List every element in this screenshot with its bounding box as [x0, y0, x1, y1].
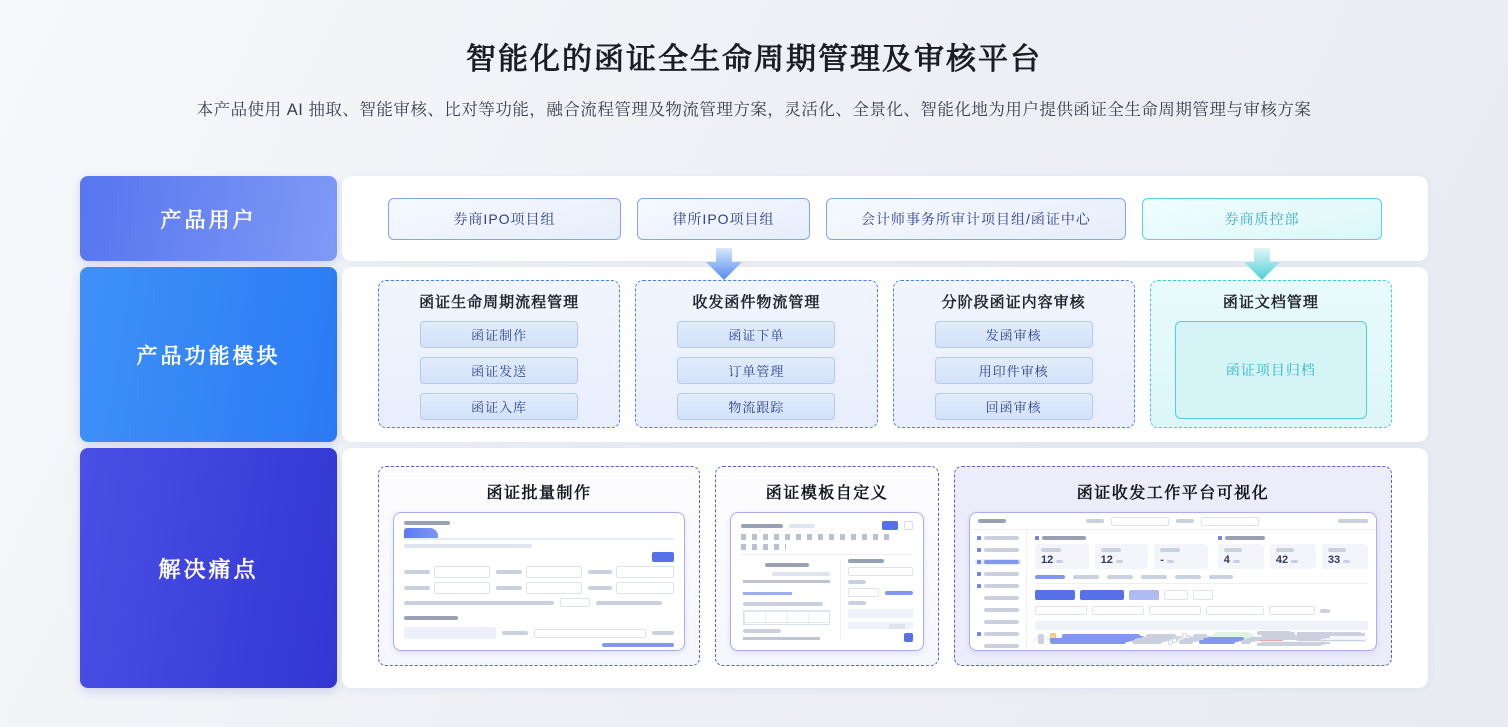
down-arrow-teal-icon [1244, 248, 1280, 280]
mini-nav-item-active [975, 559, 1021, 565]
mini-nav-subitem [975, 619, 1021, 625]
module-item-button[interactable]: 回函审核 [935, 393, 1093, 420]
module-title: 收发函件物流管理 [692, 294, 821, 311]
pain-card-batch-creation [378, 466, 700, 666]
screenshot-template-editor [730, 512, 924, 651]
mini-stat-card [1154, 544, 1208, 569]
mini-settings-panel [840, 559, 913, 642]
mini-more-button [904, 521, 913, 530]
mini-document-page [741, 559, 832, 642]
module-item-button[interactable]: 函证发送 [420, 357, 578, 384]
user-chip-broker-ipo[interactable]: 券商IPO项目组 [388, 198, 621, 240]
module-title: 函证文档管理 [1222, 294, 1319, 311]
mini-stat-card [1270, 544, 1316, 569]
page-title: 智能化的函证全生命周期管理及审核平台 [466, 43, 1042, 76]
stat-value: 33 [1327, 554, 1341, 566]
row-label-product-users: 产品用户 [80, 176, 337, 261]
mini-dashboard-body [970, 530, 1376, 650]
pain-card-template-custom [715, 466, 939, 666]
module-title: 函证生命周期流程管理 [419, 294, 580, 311]
module-panel-lifecycle [378, 280, 620, 428]
mini-field-row [404, 627, 674, 639]
mini-nav-item [975, 571, 1021, 577]
mini-field-table [848, 622, 913, 629]
modules-panel [342, 267, 1428, 442]
mini-add-button [904, 633, 913, 642]
mini-stats-row [1035, 536, 1368, 569]
mini-filters-row [1035, 606, 1368, 615]
mini-save-button [882, 521, 898, 530]
mini-field [496, 582, 582, 594]
stat-value: 12 [1100, 554, 1113, 566]
mini-breadcrumb [404, 544, 532, 548]
mini-panel-title [848, 559, 884, 563]
pain-card-title: 函证收发工作平台可视化 [1076, 485, 1270, 502]
mini-field-row [404, 582, 674, 594]
module-item-button[interactable]: 订单管理 [677, 357, 835, 384]
mini-actions-row [1035, 590, 1368, 600]
mini-field [496, 566, 582, 578]
mini-nav-item [975, 535, 1021, 541]
mini-field [404, 566, 490, 578]
module-panel-review [893, 280, 1135, 428]
mini-disabled-button [1129, 590, 1159, 600]
down-arrow-blue-icon [706, 248, 742, 280]
mini-field-row [404, 566, 674, 578]
mini-editor-topbar [741, 521, 913, 530]
mini-data-table [1035, 636, 1368, 642]
mini-table-header [848, 609, 913, 618]
pain-card-title: 函证批量制作 [486, 485, 592, 502]
module-title: 分阶段函证内容审核 [941, 294, 1086, 311]
mini-tab-bar [404, 529, 674, 540]
mini-window-title [404, 521, 450, 525]
mini-sidebar [970, 530, 1027, 650]
screenshot-dashboard [969, 512, 1377, 651]
user-chip-accounting-firm[interactable]: 会计师事务所审计项目组/函证中心 [826, 198, 1126, 240]
archive-box-button[interactable]: 函证项目归档 [1175, 321, 1367, 419]
module-panel-logistics [635, 280, 877, 428]
pain-card-workbench [954, 466, 1392, 666]
mini-link-row [404, 643, 674, 647]
mini-paragraph [743, 580, 830, 588]
mini-nav-item [975, 547, 1021, 553]
mini-nav-subitem [975, 607, 1021, 613]
mini-format-toolbar [741, 534, 892, 540]
mini-stat-group-receive [1218, 536, 1368, 569]
mini-nav-subitem [975, 643, 1021, 649]
mini-nav-subitem [975, 595, 1021, 601]
mini-editor-body [741, 559, 913, 642]
mini-stat-card [1322, 544, 1368, 569]
mini-info-line [404, 598, 674, 607]
stat-value: 4 [1223, 554, 1230, 566]
mini-stat-card [1035, 544, 1089, 569]
mini-primary-button [1080, 590, 1124, 600]
mini-keyvalue-lines [743, 592, 792, 598]
mini-primary-button [1035, 590, 1075, 600]
mini-toolbar-row [404, 552, 674, 562]
mini-stat-card [1218, 544, 1264, 569]
mini-nav-item [975, 631, 1021, 637]
stat-value: 42 [1275, 554, 1289, 566]
stat-value: 12 [1041, 554, 1054, 566]
user-chip-lawfirm-ipo[interactable]: 律所IPO项目组 [637, 198, 810, 240]
module-item-button[interactable]: 物流跟踪 [677, 393, 835, 420]
mini-input-column [889, 624, 905, 629]
mini-nav-item [975, 583, 1021, 589]
mini-secondary-button [1193, 590, 1213, 600]
divider [741, 554, 913, 555]
mini-format-toolbar [741, 544, 786, 550]
painpoints-panel [342, 448, 1428, 688]
mini-field [588, 582, 674, 594]
mini-dashboard-topbar [970, 513, 1376, 530]
mini-stat-group-send [1035, 536, 1208, 569]
module-item-button[interactable]: 函证制作 [420, 321, 578, 348]
module-item-button[interactable]: 用印件审核 [935, 357, 1093, 384]
diagram-board [80, 176, 1428, 688]
mini-paragraph [743, 637, 820, 640]
mini-section-title [404, 616, 458, 620]
module-item-button[interactable]: 发函审核 [935, 321, 1093, 348]
mini-stat-card [1095, 544, 1149, 569]
mini-field [588, 566, 674, 578]
module-item-button[interactable]: 函证入库 [420, 393, 578, 420]
mini-table-header [1035, 621, 1368, 630]
page-header [0, 0, 1508, 120]
user-chip-broker-qc[interactable]: 券商质控部 [1142, 198, 1382, 240]
mini-doc-title [765, 563, 809, 567]
module-item-button[interactable]: 函证下单 [677, 321, 835, 348]
module-panel-document [1150, 280, 1392, 428]
page-subtitle: 本产品使用 AI 抽取、智能审核、比对等功能，融合流程管理及物流管理方案，灵活化、全景化、智能化地为用户提供函证全生命周期管理与审核方案 [196, 101, 1312, 119]
mini-text-link [602, 643, 674, 647]
mini-field [404, 582, 490, 594]
row-label-pain-points: 解决痛点 [80, 448, 337, 688]
row-label-product-modules: 产品功能模块 [80, 267, 337, 442]
mini-doc-table [743, 610, 830, 625]
stat-value: - [1160, 554, 1164, 566]
mini-primary-button [652, 552, 674, 562]
pain-card-title: 函证模板自定义 [765, 485, 889, 502]
mini-active-tab [404, 528, 438, 538]
mini-dashboard-main [1027, 530, 1376, 650]
mini-secondary-button [1164, 590, 1188, 600]
screenshot-batch-form [393, 512, 685, 651]
mini-tabs-row [1035, 575, 1368, 584]
